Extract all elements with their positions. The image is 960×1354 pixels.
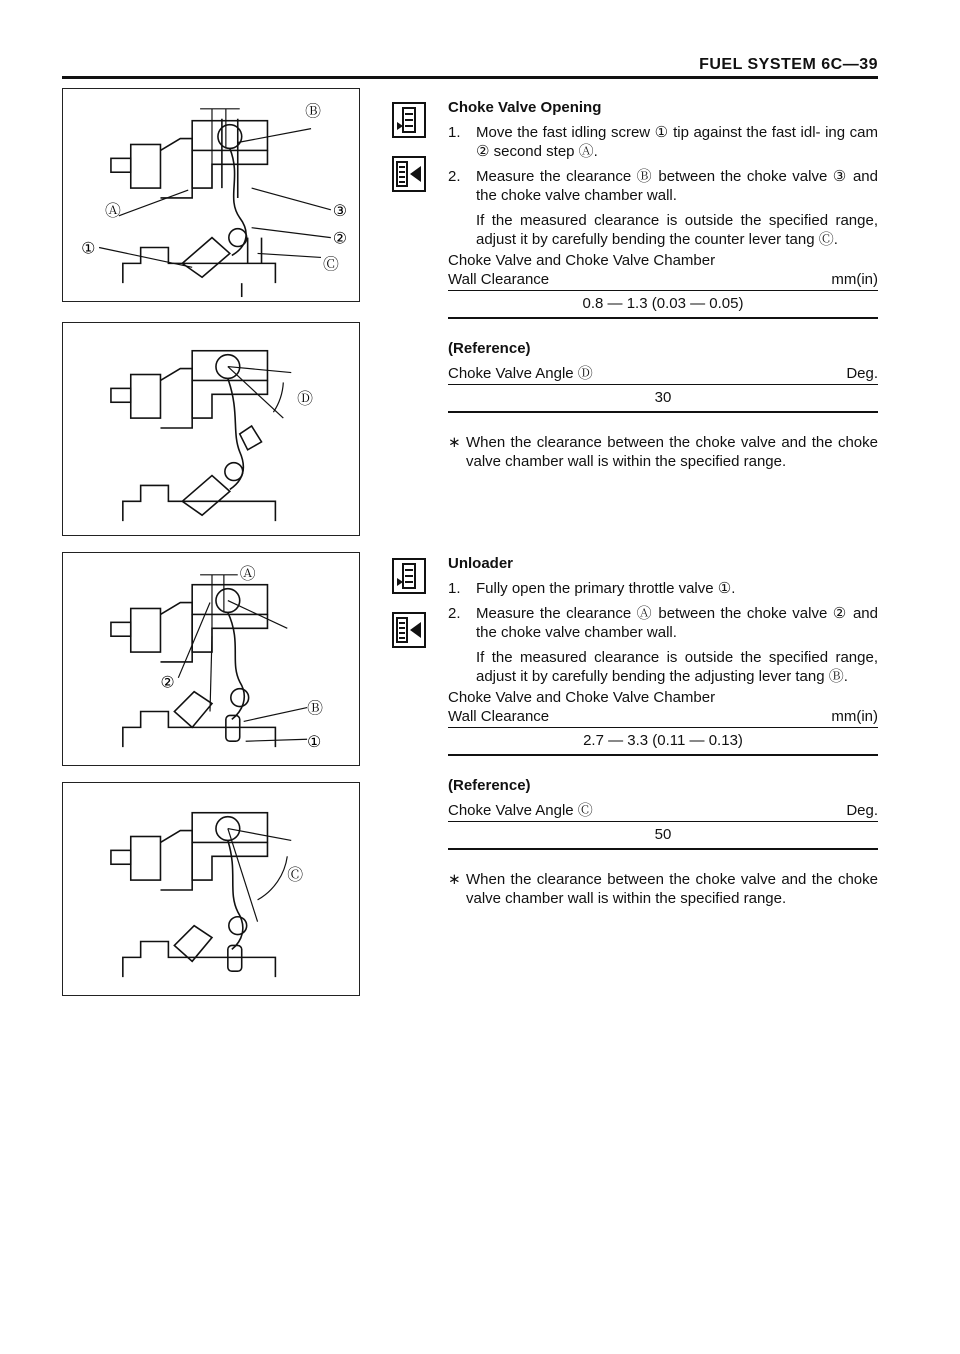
reference-unit: Deg. bbox=[846, 802, 878, 819]
figure-unloader-angle bbox=[62, 782, 360, 996]
remark-text: When the clearance between the choke valve and the choke valve chamber wall is within the specified range. bbox=[466, 434, 878, 470]
figure-callout: Ⓑ bbox=[307, 698, 323, 718]
figure-callout: Ⓒ bbox=[287, 865, 304, 885]
spec-label: Wall Clearance bbox=[448, 271, 550, 288]
reference-title: (Reference) bbox=[448, 777, 531, 794]
reference-title: (Reference) bbox=[448, 340, 531, 357]
figure-callout: ③ bbox=[332, 200, 348, 220]
spec-label: Choke Valve and Choke Valve Chamber bbox=[448, 689, 716, 706]
reference-header-row bbox=[448, 801, 878, 822]
adjust-icon bbox=[392, 558, 426, 594]
section-title: Choke Valve Opening bbox=[448, 99, 602, 116]
remark bbox=[448, 433, 878, 471]
spec-header-row bbox=[448, 707, 878, 728]
reference-unit: Deg. bbox=[846, 365, 878, 382]
adjust-icon bbox=[392, 102, 426, 138]
spec-value: 0.8 — 1.3 (0.03 — 0.05) bbox=[448, 291, 878, 319]
figure-callout: Ⓓ bbox=[297, 389, 314, 409]
figure-callout: ① bbox=[81, 238, 96, 258]
step-number: 2. bbox=[448, 168, 461, 185]
header-rule bbox=[62, 76, 878, 79]
adjustment-note: If the measured clearance is outside the specified range, adjust it by carefully bending the counter lever tang Ⓒ. bbox=[476, 212, 878, 248]
figure-callout: Ⓒ bbox=[322, 254, 339, 274]
reference-value: 50 bbox=[448, 822, 878, 850]
spec-label: Wall Clearance bbox=[448, 708, 550, 725]
figure-callout: Ⓑ bbox=[305, 101, 321, 121]
adjustment-note: If the measured clearance is outside the specified range, adjust it by carefully bending the adjusting lever tang Ⓑ. bbox=[476, 649, 878, 685]
figure-choke-angle bbox=[62, 322, 360, 536]
remark-text: When the clearance between the choke valve and the choke valve chamber wall is within the specified range. bbox=[466, 871, 878, 907]
reference-label: Choke Valve Angle Ⓓ bbox=[448, 365, 593, 382]
spec-header-row bbox=[448, 270, 878, 291]
remark bbox=[448, 870, 878, 908]
figure-callout: Ⓐ bbox=[239, 563, 256, 583]
figure-choke-clearance bbox=[62, 88, 360, 302]
measure-icon bbox=[392, 612, 426, 648]
figure-callout: ① bbox=[307, 732, 322, 752]
spec-unit: mm(in) bbox=[831, 708, 878, 725]
carburetor-drawing bbox=[63, 783, 359, 995]
reference-header-row bbox=[448, 364, 878, 385]
section-unloader bbox=[448, 554, 878, 908]
measure-icon bbox=[392, 156, 426, 192]
figure-callout: ② bbox=[332, 228, 348, 248]
asterisk-mark: ∗ bbox=[448, 434, 461, 451]
section-choke-valve-opening bbox=[448, 98, 878, 471]
step-number: 1. bbox=[448, 124, 461, 141]
figure-callout: ② bbox=[160, 672, 175, 692]
step-item bbox=[448, 579, 878, 598]
step-text: Move the fast idling screw ① tip against the fast idl- ing cam ② second step Ⓐ. bbox=[476, 124, 878, 160]
step-item bbox=[448, 167, 878, 205]
step-text: Measure the clearance Ⓐ between the choke valve ② and the choke valve chamber wall. bbox=[476, 605, 878, 641]
reference-label: Choke Valve Angle Ⓒ bbox=[448, 802, 593, 819]
step-text: Fully open the primary throttle valve ①. bbox=[476, 580, 736, 597]
asterisk-mark: ∗ bbox=[448, 871, 461, 888]
spec-label: Choke Valve and Choke Valve Chamber bbox=[448, 252, 716, 269]
step-number: 2. bbox=[448, 605, 461, 622]
figure-callout: Ⓐ bbox=[105, 200, 121, 220]
section-title: Unloader bbox=[448, 555, 514, 572]
step-item bbox=[448, 123, 878, 161]
spec-unit: mm(in) bbox=[831, 271, 878, 288]
step-item bbox=[448, 604, 878, 642]
spec-value: 2.7 — 3.3 (0.11 — 0.13) bbox=[448, 728, 878, 756]
step-text: Measure the clearance Ⓑ between the choke valve ③ and the choke valve chamber wall. bbox=[476, 168, 878, 204]
carburetor-drawing bbox=[63, 89, 359, 301]
reference-value: 30 bbox=[448, 385, 878, 413]
step-number: 1. bbox=[448, 580, 461, 597]
page-header-title: FUEL SYSTEM 6C—39 bbox=[699, 56, 878, 73]
carburetor-drawing bbox=[63, 323, 359, 535]
carburetor-drawing bbox=[63, 553, 359, 765]
figure-unloader-clearance bbox=[62, 552, 360, 766]
